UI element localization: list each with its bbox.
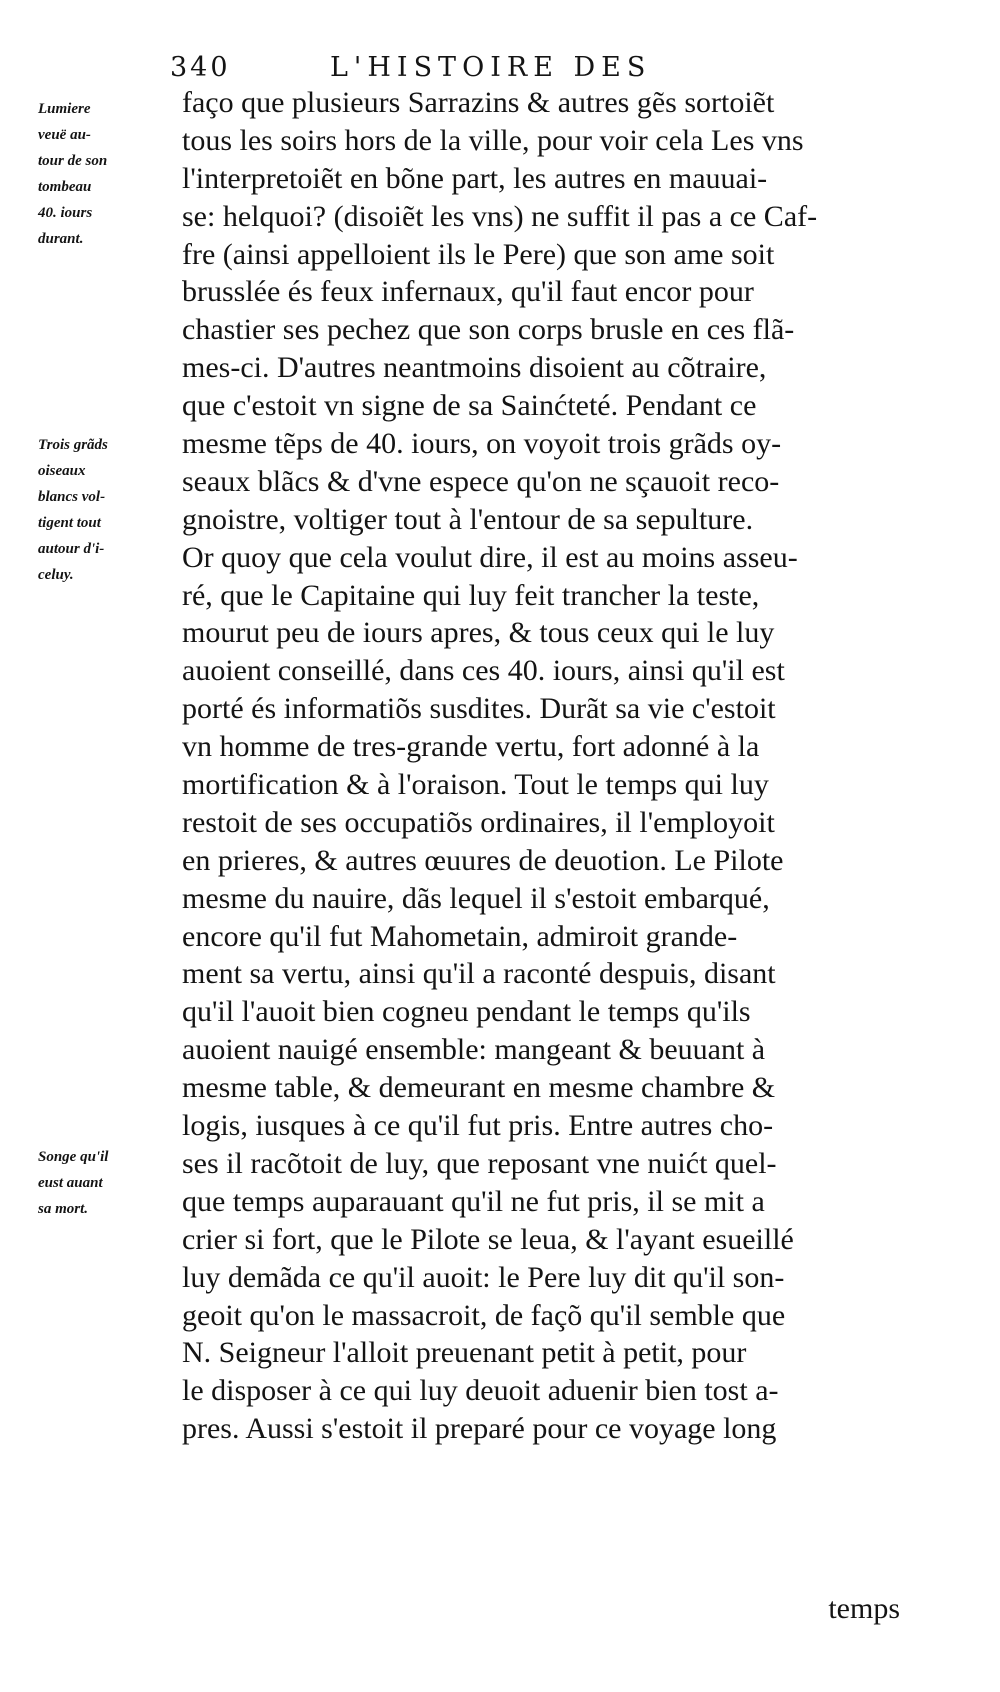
text-line: ment sa vertu, ainsi qu'il a raconté despuis, disant bbox=[182, 957, 776, 991]
marginal-note-line: Trois grãds bbox=[38, 437, 108, 453]
text-line: chastier ses pechez que son corps brusle en ces flã- bbox=[182, 313, 795, 347]
text-line: crier si fort, que le Pilote se leua, & l'ayant esueillé bbox=[182, 1222, 794, 1256]
marginal-note-line: veuë au- bbox=[38, 127, 91, 143]
text-line: l'interpretoiẽt en bõne part, les autres en mauuai- bbox=[182, 161, 768, 195]
marginal-note-line: oiseaux bbox=[38, 463, 86, 479]
text-line: fre (ainsi appelloient ils le Pere) que son ame soit bbox=[182, 237, 775, 271]
marginal-note-line: eust auant bbox=[38, 1175, 103, 1191]
marginal-note-line: blancs vol- bbox=[38, 489, 106, 505]
text-line: auoient nauigé ensemble: mangeant & beuuant à bbox=[182, 1033, 766, 1067]
text-line: le disposer à ce qui luy deuoit aduenir bien tost a- bbox=[182, 1374, 779, 1408]
text-line: N. Seigneur l'alloit preuenant petit à petit, pour bbox=[182, 1336, 747, 1370]
marginal-note-line: sa mort. bbox=[38, 1201, 89, 1217]
marginal-note-line: 40. iours bbox=[38, 205, 93, 221]
text-line: ré, que le Capitaine qui luy feit trancher la teste, bbox=[182, 578, 760, 612]
text-line: qu'il l'auoit bien cogneu pendant le temps qu'ils bbox=[182, 995, 751, 1029]
marginal-note-birds bbox=[38, 432, 178, 588]
catchword: temps bbox=[828, 1592, 900, 1625]
text-line: mortification & à l'oraison. Tout le temps qui luy bbox=[182, 768, 769, 802]
text-line: ses il racõtoit de luy, que reposant vne nuićt quel- bbox=[182, 1146, 777, 1180]
header-title: L'HISTOIRE DES bbox=[330, 52, 652, 83]
marginal-note-line: Songe qu'il bbox=[38, 1149, 109, 1165]
text-line: mesme tẽps de 40. iours, on voyoit trois grãds oy- bbox=[182, 427, 782, 461]
text-line: tous les soirs hors de la ville, pour voir cela Les vns bbox=[182, 123, 804, 157]
text-line: gnoistre, voltiger tout à l'entour de sa sepulture. bbox=[182, 502, 754, 536]
marginal-note-line: durant. bbox=[38, 231, 84, 247]
text-line: mourut peu de iours apres, & tous ceux qui le luy bbox=[182, 616, 775, 650]
marginal-note-light bbox=[38, 96, 178, 252]
text-line: mes-ci. D'autres neantmoins disoient au cõtraire, bbox=[182, 351, 767, 385]
text-line: pres. Aussi s'estoit il preparé pour ce voyage long bbox=[182, 1412, 777, 1446]
marginal-note-dream bbox=[38, 1144, 178, 1222]
marginal-note-line: autour d'i- bbox=[38, 541, 105, 557]
text-line: auoient conseillé, dans ces 40. iours, ainsi qu'il est bbox=[182, 654, 785, 688]
marginal-note-line: Lumiere bbox=[38, 101, 91, 117]
marginal-note-line: celuy. bbox=[38, 567, 74, 583]
text-line: seaux blãcs & d'vne espece qu'on ne sçauoit reco- bbox=[182, 464, 780, 498]
text-line: que temps auparauant qu'il ne fut pris, il se mit a bbox=[182, 1184, 765, 1218]
marginal-note-line: tour de son bbox=[38, 153, 108, 169]
text-line: brusslée és feux infernaux, qu'il faut encor pour bbox=[182, 275, 754, 309]
text-line: que c'estoit vn signe de sa Sainćteté. Pendant ce bbox=[182, 389, 757, 423]
text-line: logis, iusques à ce qu'il fut pris. Entre autres cho- bbox=[182, 1109, 774, 1143]
text-line: vn homme de tres-grande vertu, fort adonné à la bbox=[182, 730, 760, 764]
text-line: luy demãda ce qu'il auoit: le Pere luy dit qu'il son- bbox=[182, 1260, 785, 1294]
text-line: faço que plusieurs Sarrazins & autres gẽs sortoiẽt bbox=[182, 86, 775, 119]
page-number: 340 bbox=[170, 52, 231, 83]
marginal-note-line: tombeau bbox=[38, 179, 92, 195]
text-line: se: helquoi? (disoiẽt les vns) ne suffit il pas a ce Caf- bbox=[182, 199, 818, 233]
text-line: geoit qu'on le massacroit, de façõ qu'il semble que bbox=[182, 1298, 786, 1332]
text-line: Or quoy que cela voulut dire, il est au moins asseu- bbox=[182, 540, 798, 574]
text-line: restoit de ses occupatiõs ordinaires, il l'employoit bbox=[182, 805, 775, 839]
running-head bbox=[170, 48, 890, 88]
text-line: mesme du nauire, dãs lequel il s'estoit embarqué, bbox=[182, 881, 770, 915]
text-line: porté és informatiõs susdites. Durãt sa vie c'estoit bbox=[182, 692, 776, 726]
main-text-block bbox=[182, 84, 902, 1448]
text-line: en prieres, & autres œuures de deuotion. Le Pilote bbox=[182, 843, 784, 877]
text-line: mesme table, & demeurant en mesme chambre & bbox=[182, 1071, 776, 1105]
text-line: encore qu'il fut Mahometain, admiroit grande- bbox=[182, 919, 738, 953]
marginal-note-line: tigent tout bbox=[38, 515, 101, 531]
